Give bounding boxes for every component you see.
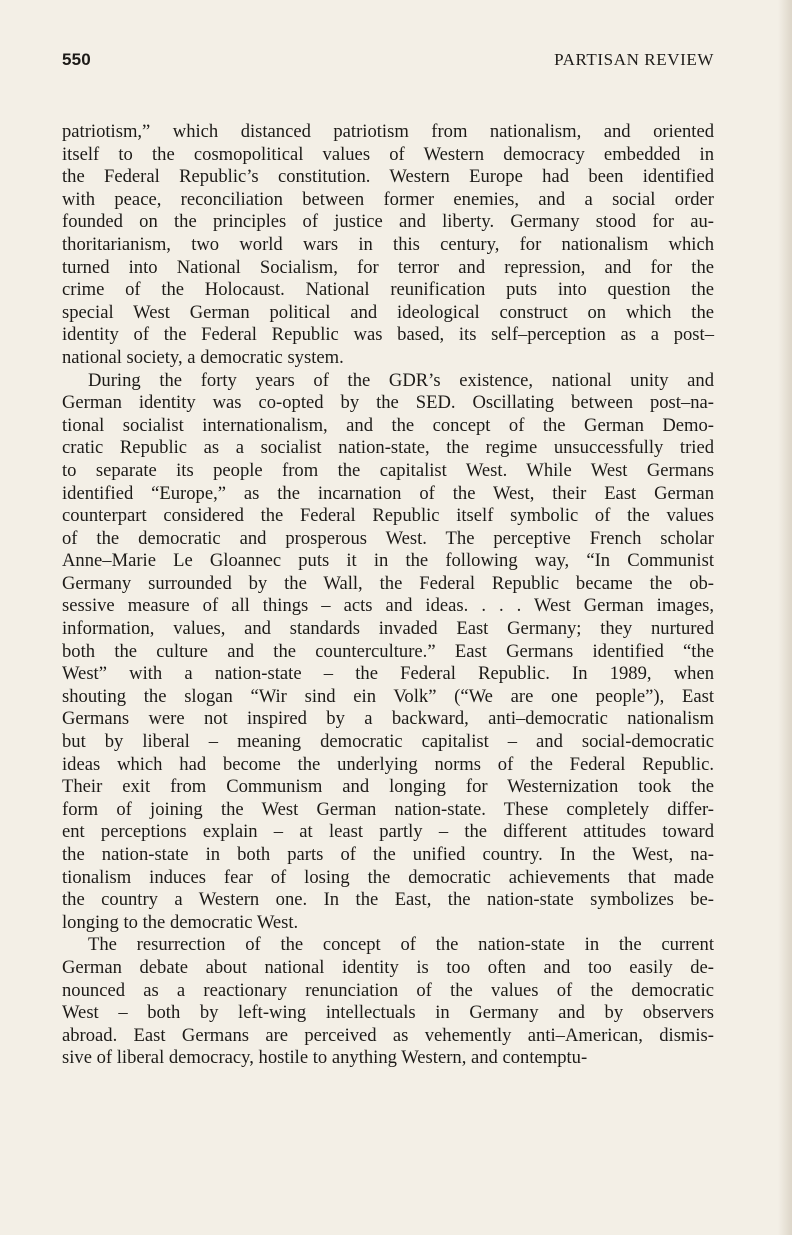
text-line: tional socialist internationalism, and the concept of the German Demo- [62,414,714,436]
journal-title: PARTISAN REVIEW [554,50,714,69]
text-line: form of joining the West German nation-state. These completely differ- [62,798,714,820]
text-line: identity of the Federal Republic was based, its self–perception as a post– [62,324,714,346]
text-line: founded on the principles of justice and liberty. Germany stood for au- [62,211,714,233]
text-line: the nation-state in both parts of the unified country. In the West, na- [62,844,714,865]
text-line: cratic Republic as a socialist nation-state, the regime unsuccessfully tried [62,437,714,459]
text-line: to separate its people from the capitalist West. While West Germans [62,459,714,481]
text-line: ent perceptions explain – at least partly – the different attitudes toward [62,821,714,843]
text-line: counterpart considered the Federal Republic itself symbolic of the values [62,505,714,527]
text-line: of the democratic and prosperous West. The perceptive French scholar [62,527,714,549]
text-line: national society, a democratic system. [62,346,344,368]
text-line: turned into National Socialism, for terror and repression, and for the [62,256,714,278]
text-line: shouting the slogan “Wir sind ein Volk” (“We are one people”), East [62,685,714,707]
text-line: sessive measure of all things – acts and ideas. . . . West German images, [62,595,714,617]
page-edge-shadow [778,0,792,1235]
text-line: During the forty years of the GDR’s existence, national unity and [88,369,714,391]
text-line: the country a Western one. In the East, the nation-state symbolizes be- [62,889,714,911]
text-line: Germans were not inspired by a backward, anti–democratic nationalism [62,708,714,730]
text-line: Germany surrounded by the Wall, the Federal Republic became the ob- [62,572,714,594]
text-line: thoritarianism, two world wars in this century, for nationalism which [62,233,714,255]
text-line: the Federal Republic’s constitution. Western Europe had been identified [62,166,714,188]
text-line: identified “Europe,” as the incarnation of the West, their East German [62,482,714,504]
text-line: Their exit from Communism and longing for Westernization took the [62,776,714,798]
text-line: Anne–Marie Le Gloannec puts it in the following way, “In Communist [62,550,714,572]
text-line: but by liberal – meaning democratic capitalist – and social-democratic [62,731,714,753]
text-line: sive of liberal democracy, hostile to anything Western, and contemptu- [62,1047,588,1069]
text-line: itself to the cosmopolitical values of Western democracy embedded in [62,143,714,165]
paragraph [62,121,714,370]
text-line: nounced as a reactionary renunciation of the values of the democratic [62,979,714,1001]
text-line: German debate about national identity is too often and too easily de- [62,956,714,978]
body-text [62,121,714,1070]
text-line: tionalism induces fear of losing the democratic achievements that made [62,866,714,888]
text-line: longing to the democratic West. [62,911,299,933]
text-line: abroad. East Germans are perceived as vehemently anti–American, dismis- [62,1024,714,1046]
text-line: West – both by left-wing intellectuals in Germany and by observers [62,1002,714,1024]
text-line: German identity was co-opted by the SED. Oscillating between post–na- [62,392,714,414]
text-line: with peace, reconciliation between former enemies, and a social order [62,188,714,210]
text-line: both the culture and the counterculture.” East Germans identified “the [62,640,714,662]
text-line: West” with a nation-state – the Federal Republic. In 1989, when [62,663,714,685]
page-number: 550 [62,50,91,69]
text-line: patriotism,” which distanced patriotism from nationalism, and oriented [62,121,714,142]
text-line: special West German political and ideological construct on which the [62,301,714,323]
text-line: information, values, and standards invaded East Germany; they nurtured [62,618,714,640]
text-line: crime of the Holocaust. National reunification puts into question the [62,279,714,301]
paragraph [62,370,714,935]
text-line: The resurrection of the concept of the nation-state in the current [88,934,714,956]
text-line: ideas which had become the underlying norms of the Federal Republic. [62,753,714,775]
paragraph [62,934,714,1070]
running-head [62,50,714,76]
